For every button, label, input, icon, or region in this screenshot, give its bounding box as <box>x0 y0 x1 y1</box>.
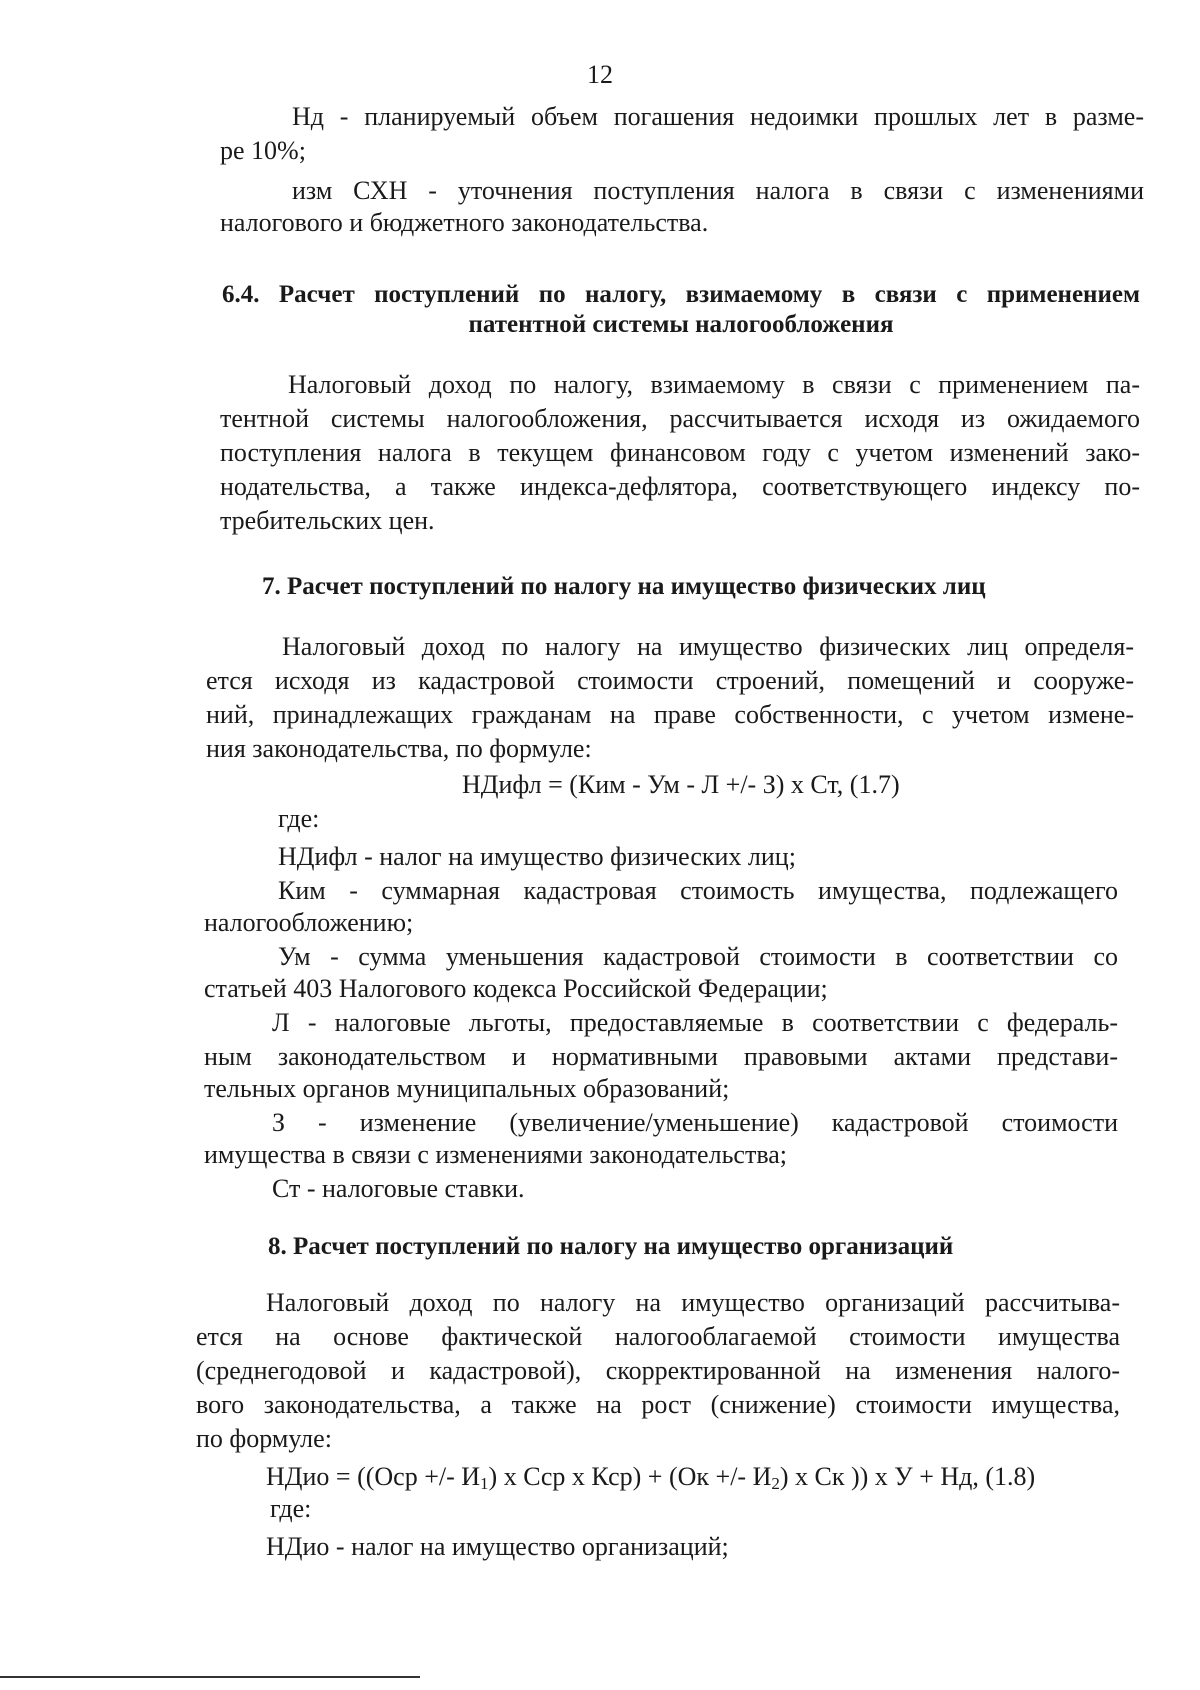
def-izm-line1: изм СХН - уточнения поступления налога в связи с изменениями <box>292 176 1144 205</box>
para-8-line4: вого законодательства, а также на рост (снижение) стоимости имущества, <box>196 1390 1120 1419</box>
def-um-line1: Ум - сумма уменьшения кадастровой стоимости в соответствии со <box>278 942 1118 971</box>
def-nd-line1: Нд - планируемый объем погашения недоимки прошлых лет в разме- <box>292 102 1144 131</box>
para-8-line1: Налоговый доход по налогу на имущество организаций рассчитыва- <box>266 1288 1120 1317</box>
para-6-4-line5: требительских цен. <box>220 506 435 535</box>
heading-6-4-line2: патентной системы налогообложения <box>468 311 894 338</box>
page-number: 12 <box>587 60 613 89</box>
def-nd-line2: ре 10%; <box>220 136 306 165</box>
formula-1-7: НДифл = (Ким - Ум - Л +/- З) х Ст, (1.7) <box>462 770 900 799</box>
def-izm-line2: налогового и бюджетного законодательства. <box>220 208 709 237</box>
def-z-line2: имущества в связи с изменениями законодательства; <box>204 1140 788 1169</box>
para-8-line5: по формуле: <box>196 1424 332 1453</box>
formula-1-8-sub2: 2 <box>771 1474 780 1493</box>
def-st: Ст - налоговые ставки. <box>272 1174 525 1203</box>
def-ndio: НДио - налог на имущество организаций; <box>266 1532 729 1561</box>
para-8-line3: (среднегодовой и кадастровой), скорректированной на изменения налого- <box>196 1356 1120 1385</box>
heading-7: 7. Расчет поступлений по налогу на имущество физических лиц <box>262 573 986 600</box>
where-label-8: где: <box>270 1494 312 1523</box>
formula-1-8-part1: НДио = ((Оср +/- И <box>266 1462 481 1491</box>
para-7-line4: ния законодательства, по формуле: <box>206 734 592 763</box>
formula-1-8 <box>266 1462 1035 1492</box>
formula-1-8-sub1: 1 <box>480 1474 489 1493</box>
def-l-line2: ным законодательством и нормативными правовыми актами представи- <box>204 1042 1118 1071</box>
def-um-line2: статьей 403 Налогового кодекса Российской Федерации; <box>204 974 828 1003</box>
bottom-scan-edge <box>0 1676 420 1678</box>
def-ndifl: НДифл - налог на имущество физических лиц; <box>278 842 796 871</box>
where-label-7: где: <box>278 804 320 833</box>
heading-8: 8. Расчет поступлений по налогу на имущество организаций <box>268 1233 954 1260</box>
para-6-4-line1: Налоговый доход по налогу, взимаемому в связи с применением па- <box>288 370 1140 399</box>
para-7-line2: ется исходя из кадастровой стоимости строений, помещений и сооруже- <box>206 666 1134 695</box>
para-6-4-line3: поступления налога в текущем финансовом году с учетом изменений зако- <box>220 438 1140 467</box>
heading-6-4-line1: 6.4. Расчет поступлений по налогу, взимаемому в связи с применением <box>222 281 1140 308</box>
def-kim-line1: Ким - суммарная кадастровая стоимость имущества, подлежащего <box>278 876 1118 905</box>
def-z-line1: З - изменение (увеличение/уменьшение) кадастровой стоимости <box>272 1108 1118 1137</box>
para-7-line3: ний, принадлежащих гражданам на праве собственности, с учетом измене- <box>206 700 1134 729</box>
para-6-4-line2: тентной системы налогообложения, рассчитывается исходя из ожидаемого <box>220 404 1140 433</box>
formula-1-8-part3: ) х Ск )) х У + Нд, (1.8) <box>779 1462 1036 1491</box>
formula-1-8-part2: ) х Сср х Кср) + (Ок +/- И <box>488 1462 772 1491</box>
para-8-line2: ется на основе фактической налогооблагаемой стоимости имущества <box>196 1322 1120 1351</box>
def-kim-line2: налогообложению; <box>204 908 414 937</box>
para-7-line1: Налоговый доход по налогу на имущество физических лиц определя- <box>282 632 1134 661</box>
para-6-4-line4: нодательства, а также индекса-дефлятора, соответствующего индексу по- <box>220 472 1140 501</box>
def-l-line1: Л - налоговые льготы, предоставляемые в соответствии с федераль- <box>272 1008 1118 1037</box>
def-l-line3: тельных органов муниципальных образований; <box>204 1074 730 1103</box>
